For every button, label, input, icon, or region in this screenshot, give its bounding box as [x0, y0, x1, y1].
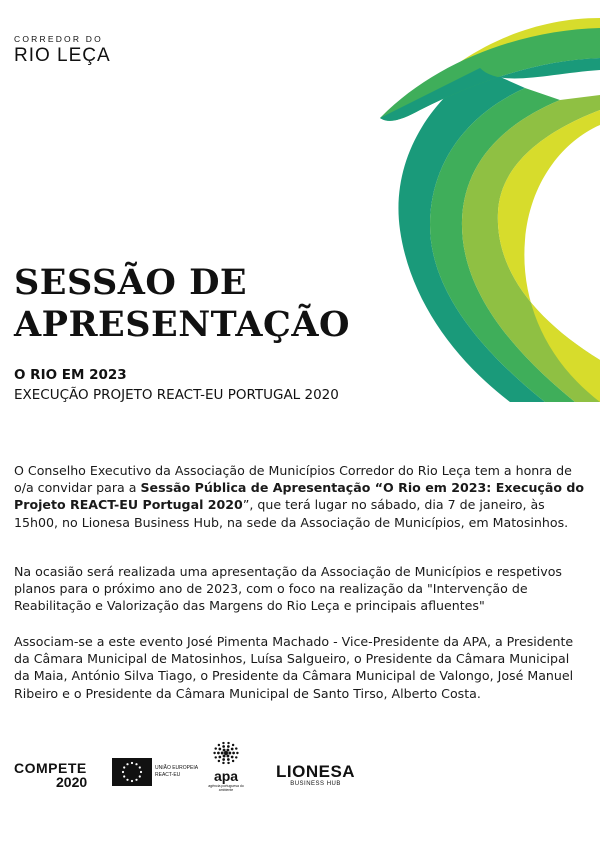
eu-star [131, 780, 133, 782]
apa-dot [222, 742, 224, 744]
apa-dot [217, 752, 220, 755]
apa-dot [222, 762, 224, 764]
page-title [14, 262, 350, 346]
title-line-2: APRESENTAÇÃO [14, 304, 350, 345]
eu-star [123, 775, 125, 777]
eu-star [126, 763, 128, 765]
apa-word: apa [213, 768, 239, 784]
apa-dot [223, 754, 226, 757]
p1-text-c: ”, que terá lugar no sábado, dia 7 de janeiro, às 15h00, no Lionesa Business Hub, na sede da Associação de Municípios, em Matosinhos. [14, 497, 569, 530]
eu-star [139, 766, 141, 768]
apa-dot [214, 747, 216, 749]
subtitle-line-2: EXECUÇÃO PROJETO REACT-EU PORTUGAL 2020 [14, 387, 339, 403]
paragraph-presentation: Na ocasião será realizada uma apresentação da Associação de Municípios e respetivos planos para o próximo ano de 2023, com o foco na realização da "Intervenção de Reabilitação e Valorização das Margens do Rio Leça e principais afluentes" [14, 564, 562, 614]
apa-dot [218, 744, 220, 746]
apa-dot [223, 749, 226, 752]
eu-star [140, 771, 142, 773]
apa-dot [232, 760, 234, 762]
lionesa-word: LIONESA [276, 762, 356, 781]
compete-year: 2020 [56, 774, 88, 790]
eu-logo [112, 758, 198, 786]
p1-text-bold: Sessão Pública de Apresentação “O Rio em 2023: Execução do Projeto REACT-EU Portugal 2020 [14, 480, 585, 513]
apa-dot [227, 742, 229, 744]
apa-dot [232, 752, 235, 755]
apa-dot [226, 749, 229, 752]
apa-dot [213, 752, 215, 754]
eu-star [126, 779, 128, 781]
apa-dot [228, 752, 231, 755]
logo-big-text: RIO LEÇA [14, 45, 111, 66]
eu-star [139, 775, 141, 777]
apa-dot [227, 762, 229, 764]
subtitle-line-1: O RIO EM 2023 [14, 367, 127, 383]
eu-text-1: UNIÃO EUROPEIA [155, 765, 199, 771]
paragraph-invitation [14, 462, 586, 531]
apa-dots-icon [211, 740, 241, 766]
apa-dot [227, 758, 230, 761]
apa-dot [227, 745, 230, 748]
apa-dot [236, 752, 238, 754]
compete-2020-logo [14, 760, 87, 790]
eu-text-2: REACT-EU [155, 772, 181, 778]
logo-small-text: CORREDOR DO [14, 34, 103, 44]
apa-dot [235, 756, 237, 758]
eu-star [135, 763, 137, 765]
apa-dot [224, 751, 228, 755]
corredor-rio-leca-logo [14, 34, 111, 67]
compete-word: COMPETE [14, 760, 87, 776]
apa-dot [218, 760, 220, 762]
title-line-1: SESSÃO DE [14, 262, 248, 303]
apa-dot [222, 758, 225, 761]
apa-dot [218, 748, 221, 751]
apa-dot [232, 744, 234, 746]
apa-logo [208, 740, 244, 792]
eu-star [131, 762, 133, 764]
lionesa-tagline: BUSINESS HUB [290, 781, 341, 787]
eu-star [122, 771, 124, 773]
apa-dot [231, 756, 234, 759]
apa-tagline: agência portuguesa do ambiente [208, 784, 244, 792]
apa-dot [235, 747, 237, 749]
apa-dot [214, 756, 216, 758]
eu-star [135, 779, 137, 781]
p1-text-a: O Conselho Executivo da Associação de Municípios Corredor do Rio Leça tem a honra de o/a convidar para a [14, 463, 572, 496]
eu-star [123, 766, 125, 768]
apa-dot [222, 745, 225, 748]
paragraph-guests: Associam-se a este evento José Pimenta Machado - Vice-Presidente da APA, a Presidente da Câmara Municipal de Matosinhos, Luísa Salgueiro, o Presidente da Câmara Municipal da Maia, António Silva Tiago, o Presidente da Câmara Municipal de Valongo, José Manuel Ribeiro e o Presidente da Câmara Municipal de Santo Tirso, Alberto Costa. [14, 634, 574, 701]
apa-dot [231, 748, 234, 751]
eu-flag-icon [112, 758, 152, 786]
lionesa-logo [276, 762, 355, 787]
apa-dot [218, 756, 221, 759]
apa-dot [226, 754, 229, 757]
ribbon-graphic [360, 0, 600, 410]
apa-dot [221, 752, 224, 755]
